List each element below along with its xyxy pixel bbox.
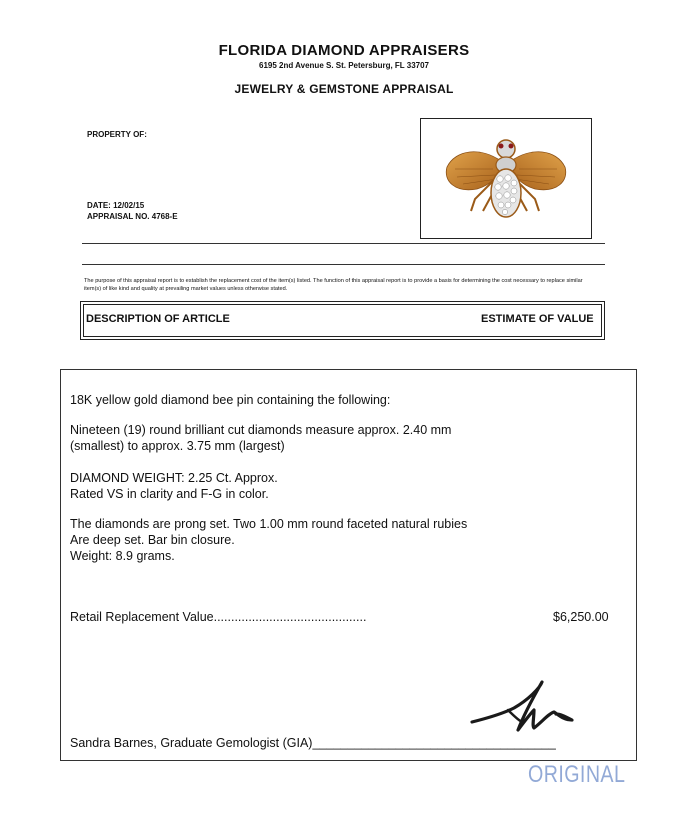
estimate-column-label: ESTIMATE OF VALUE xyxy=(481,313,594,325)
item-photo-frame xyxy=(420,118,592,239)
company-address: 6195 2nd Avenue S. St. Petersburg, FL 33707 xyxy=(259,61,429,70)
document-title: JEWELRY & GEMSTONE APPRAISAL xyxy=(234,82,454,96)
diamond-size-line: (smallest) to approx. 3.75 mm (largest) xyxy=(70,439,285,453)
retail-value-label: Retail Replacement Value xyxy=(70,610,214,624)
retail-value-row xyxy=(70,609,366,625)
purpose-statement: The purpose of this appraisal report is to establish the replacement cost of the item(s) listed. The function of this appraisal report is to provide a basis for determining the cost necessary to replace similar item(s) of like kind and quality at prevailing market values unless otherwise stated. xyxy=(84,278,583,292)
signature-mark xyxy=(468,678,588,740)
bee-pin-photo-icon xyxy=(421,119,591,238)
weight-line: Weight: 8.9 grams. xyxy=(70,549,175,563)
signature-underline: ___________________________________ xyxy=(312,736,556,750)
item-summary: 18K yellow gold diamond bee pin containing the following: xyxy=(70,393,391,407)
diamond-count-line: Nineteen (19) round brilliant cut diamonds measure approx. 2.40 mm xyxy=(70,423,452,437)
appraisal-number: APPRAISAL NO. 4768-E xyxy=(87,212,178,221)
property-of-label: PROPERTY OF: xyxy=(87,130,147,139)
dot-leader: ............................................ xyxy=(213,610,367,624)
company-name: FLORIDA DIAMOND APPRAISERS xyxy=(218,42,470,59)
original-stamp: ORIGINAL xyxy=(528,761,626,788)
retail-value-amount: $6,250.00 xyxy=(553,610,609,624)
closure-line: Are deep set. Bar bin closure. xyxy=(70,533,235,547)
setting-line: The diamonds are prong set. Two 1.00 mm round faceted natural rubies xyxy=(70,517,468,531)
appraiser-name: Sandra Barnes, Graduate Gemologist (GIA) xyxy=(70,736,313,750)
diamond-weight-line: DIAMOND WEIGHT: 2.25 Ct. Approx. xyxy=(70,471,278,485)
date-field: DATE: 12/02/15 xyxy=(87,201,145,210)
signature-line xyxy=(70,735,556,751)
clarity-color-line: Rated VS in clarity and F-G in color. xyxy=(70,487,269,501)
divider-line xyxy=(82,243,605,244)
description-column-label: DESCRIPTION OF ARTICLE xyxy=(86,313,230,325)
divider-line xyxy=(82,264,605,265)
